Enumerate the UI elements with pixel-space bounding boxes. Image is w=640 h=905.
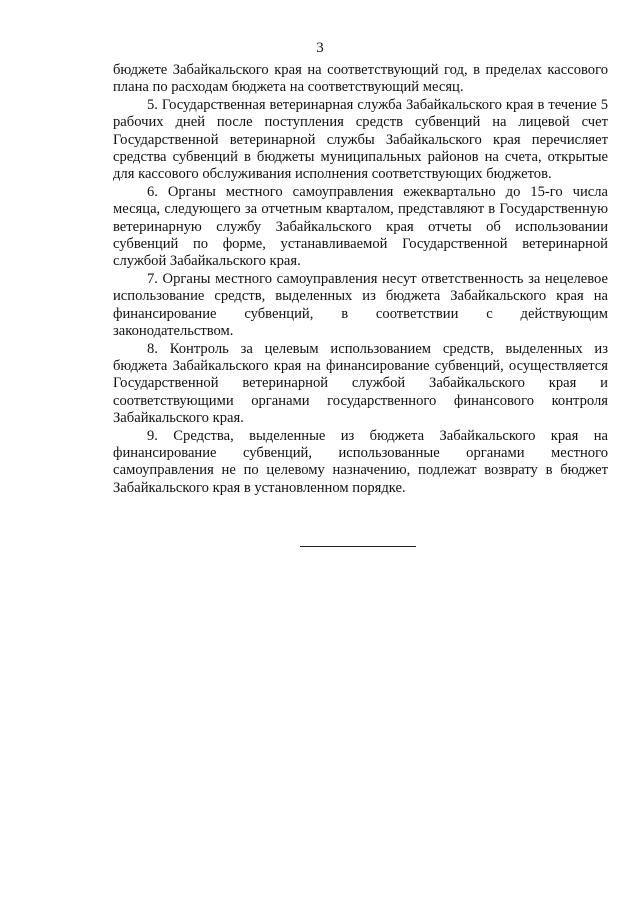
document-body — [113, 62, 608, 497]
paragraph-continuation: бюджете Забайкальского края на соответствующий год, в пределах кассового плана по расходам бюджета на соответствующий месяц. — [113, 62, 608, 96]
paragraph-item-8: 8. Контроль за целевым использованием средств, выделенных из бюджета Забайкальского края на финансирование субвенций, осуществляется Государственной ветеринарной службой Забайкальского края и соответствующими органами государственного финансового контроля Забайкальского края. — [113, 340, 608, 427]
paragraph-item-5: 5. Государственная ветеринарная служба Забайкальского края в течение 5 рабочих дней после поступления средств субвенций на лицевой счет Государственной ветеринарной службы Забайкальского края перечисляет средства субвенций в бюджеты муниципальных районов на счета, открытые для кассового обслуживания исполнения соответствующих бюджетов. — [113, 96, 608, 183]
page-number: 3 — [316, 40, 324, 56]
paragraph-item-6: 6. Органы местного самоуправления ежеквартально до 15-го числа месяца, следующего за отчетным кварталом, представляют в Государственную ветеринарную службу Забайкальского края отчеты об использовании субвенций по форме, устанавливаемой Государственной ветеринарной службой Забайкальского края. — [113, 183, 608, 270]
paragraph-item-7: 7. Органы местного самоуправления несут ответственность за нецелевое использование средств, выделенных из бюджета Забайкальского края на финансирование субвенций, в соответствии с действующим законодательством. — [113, 270, 608, 340]
paragraph-item-9: 9. Средства, выделенные из бюджета Забайкальского края на финансирование субвенций, использованные органами местного самоуправления не по целевому назначению, подлежат возврату в бюджет Забайкальского края в установленном порядке. — [113, 427, 608, 496]
end-of-document-rule — [300, 546, 416, 547]
